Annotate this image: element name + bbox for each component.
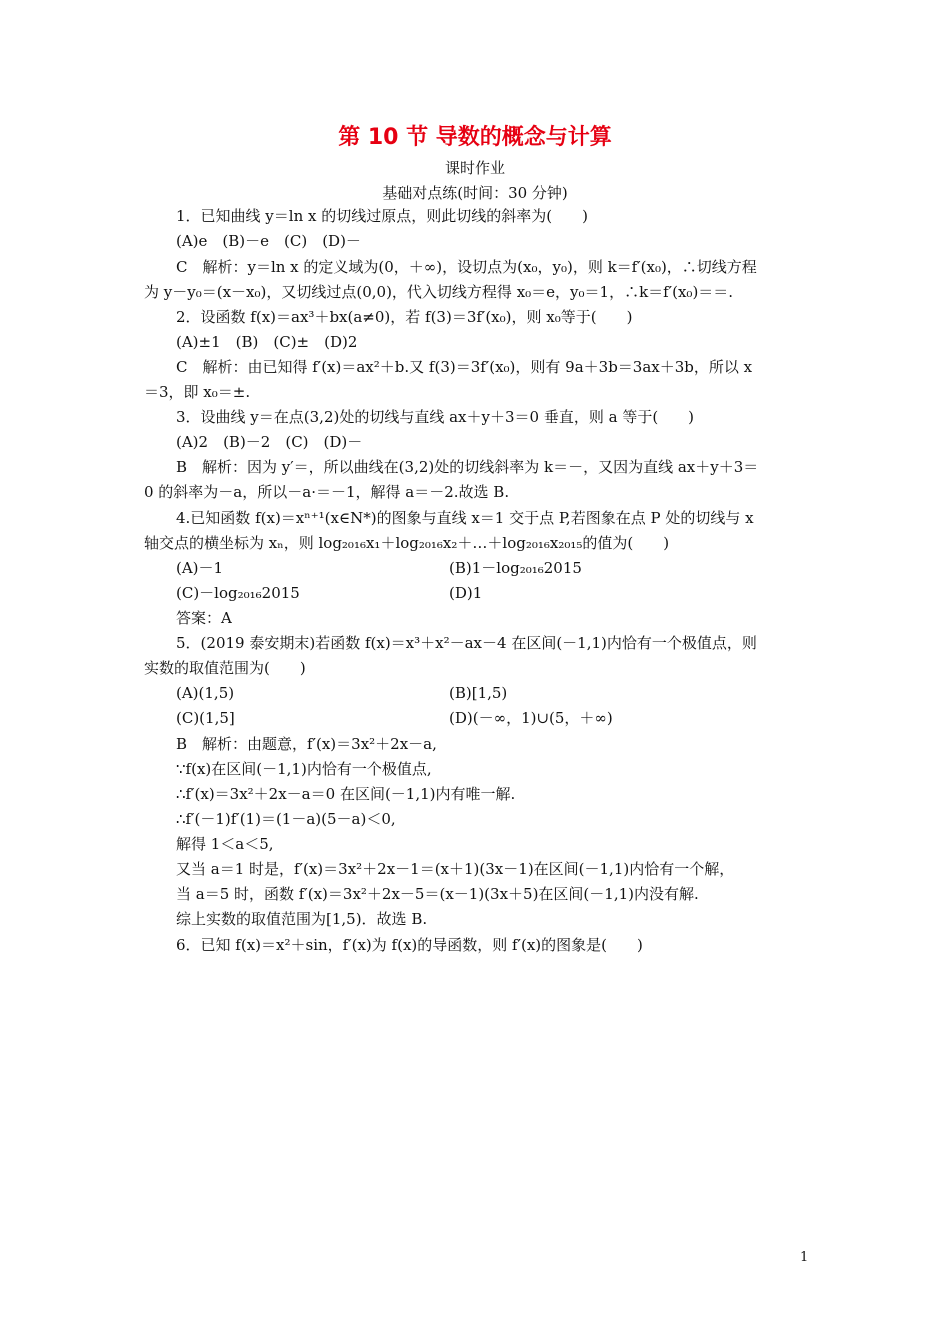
section-heading: 基础对点练(时间：30 分钟) <box>382 184 568 202</box>
q3-solution-2: 0 的斜率为－a，所以－a·＝－1，解得 a＝－2.故选 B. <box>144 483 510 501</box>
q5-solution-4: ∴f′(－1)f′(1)＝(1－a)(5－a)＜0, <box>176 810 396 828</box>
q4-option-d: (D)1 <box>449 584 483 602</box>
q1-stem: 1．已知曲线 y＝ln x 的切线过原点，则此切线的斜率为( ) <box>176 207 588 225</box>
q1-solution-1: C 解析：y＝ln x 的定义域为(0，＋∞)，设切点为(x₀，y₀)，则 k＝f′(x₀)，∴切线方程 <box>176 258 757 276</box>
q3-solution-1: B 解析：因为 y′＝，所以曲线在(3,2)处的切线斜率为 k＝－，又因为直线 ax＋y＋3＝ <box>176 458 759 476</box>
q2-options: (A)±1 (B) (C)± (D)2 <box>176 333 358 351</box>
q5-solution-8: 综上实数的取值范围为[1,5)．故选 B. <box>176 910 428 928</box>
q3-stem: 3．设曲线 y＝在点(3,2)处的切线与直线 ax＋y＋3＝0 垂直，则 a 等于( ) <box>176 408 695 426</box>
q5-solution-2: ∵f(x)在区间(－1,1)内恰有一个极值点, <box>176 760 432 778</box>
q4-option-c: (C)－log₂₀₁₆2015 <box>176 584 300 602</box>
q4-stem-2: 轴交点的横坐标为 xₙ，则 log₂₀₁₆x₁＋log₂₀₁₆x₂＋…＋log₂₀₁₆x₂₀₁₅的值为( ) <box>144 534 670 552</box>
q2-solution-1: C 解析：由已知得 f′(x)＝ax²＋b.又 f(3)＝3f′(x₀)，则有 9a＋3b＝3ax＋3b，所以 x <box>176 358 753 376</box>
q5-option-d: (D)(－∞，1)∪(5，＋∞) <box>449 709 613 727</box>
q4-option-b: (B)1－log₂₀₁₆2015 <box>449 559 582 577</box>
q5-option-c: (C)(1,5] <box>176 709 235 727</box>
q5-option-b: (B)[1,5) <box>449 684 508 702</box>
q5-solution-5: 解得 1＜a＜5, <box>176 835 274 853</box>
q5-stem-2: 实数的取值范围为( ) <box>144 659 306 677</box>
subtitle: 课时作业 <box>444 159 505 177</box>
q4-answer: 答案：A <box>176 609 232 627</box>
q5-stem-1: 5．(2019 泰安期末)若函数 f(x)＝x³＋x²－ax－4 在区间(－1,1)内恰有一个极值点，则 <box>176 634 757 652</box>
page-number: 1 <box>800 1250 809 1265</box>
q5-option-a: (A)(1,5) <box>176 684 235 702</box>
q4-stem-1: 4.已知函数 f(x)＝xⁿ⁺¹(x∈N*)的图象与直线 x＝1 交于点 P,若图象在点 P 处的切线与 x <box>176 509 754 527</box>
q3-options: (A)2 (B)－2 (C) (D)－ <box>176 433 363 451</box>
q5-solution-6: 又当 a＝1 时是，f′(x)＝3x²＋2x－1＝(x＋1)(3x－1)在区间(－1,1)内恰有一个解， <box>176 860 735 878</box>
q5-solution-1: B 解析：由题意，f′(x)＝3x²＋2x－a, <box>176 735 437 753</box>
q4-option-a: (A)－1 <box>176 559 224 577</box>
q5-solution-3: ∴f′(x)＝3x²＋2x－a＝0 在区间(－1,1)内有唯一解. <box>176 785 516 803</box>
q1-solution-2: 为 y－y₀＝(x－x₀)，又切线过点(0,0)，代入切线方程得 x₀＝e，y₀＝1，∴k＝f′(x₀)＝＝. <box>144 283 734 301</box>
q6-stem: 6．已知 f(x)＝x²＋sin，f′(x)为 f(x)的导函数，则 f′(x)的图象是( ) <box>176 936 643 954</box>
q2-stem: 2．设函数 f(x)＝ax³＋bx(a≠0)，若 f(3)＝3f′(x₀)，则 x₀等于( ) <box>176 308 633 326</box>
q1-options: (A)e (B)－e (C) (D)－ <box>176 232 361 250</box>
q2-solution-2: ＝3，即 x₀＝±. <box>144 383 251 401</box>
q5-solution-7: 当 a＝5 时，函数 f′(x)＝3x²＋2x－5＝(x－1)(3x＋5)在区间(－1,1)内没有解. <box>176 885 699 903</box>
page-title: 第 10 节 导数的概念与计算 <box>338 125 612 150</box>
